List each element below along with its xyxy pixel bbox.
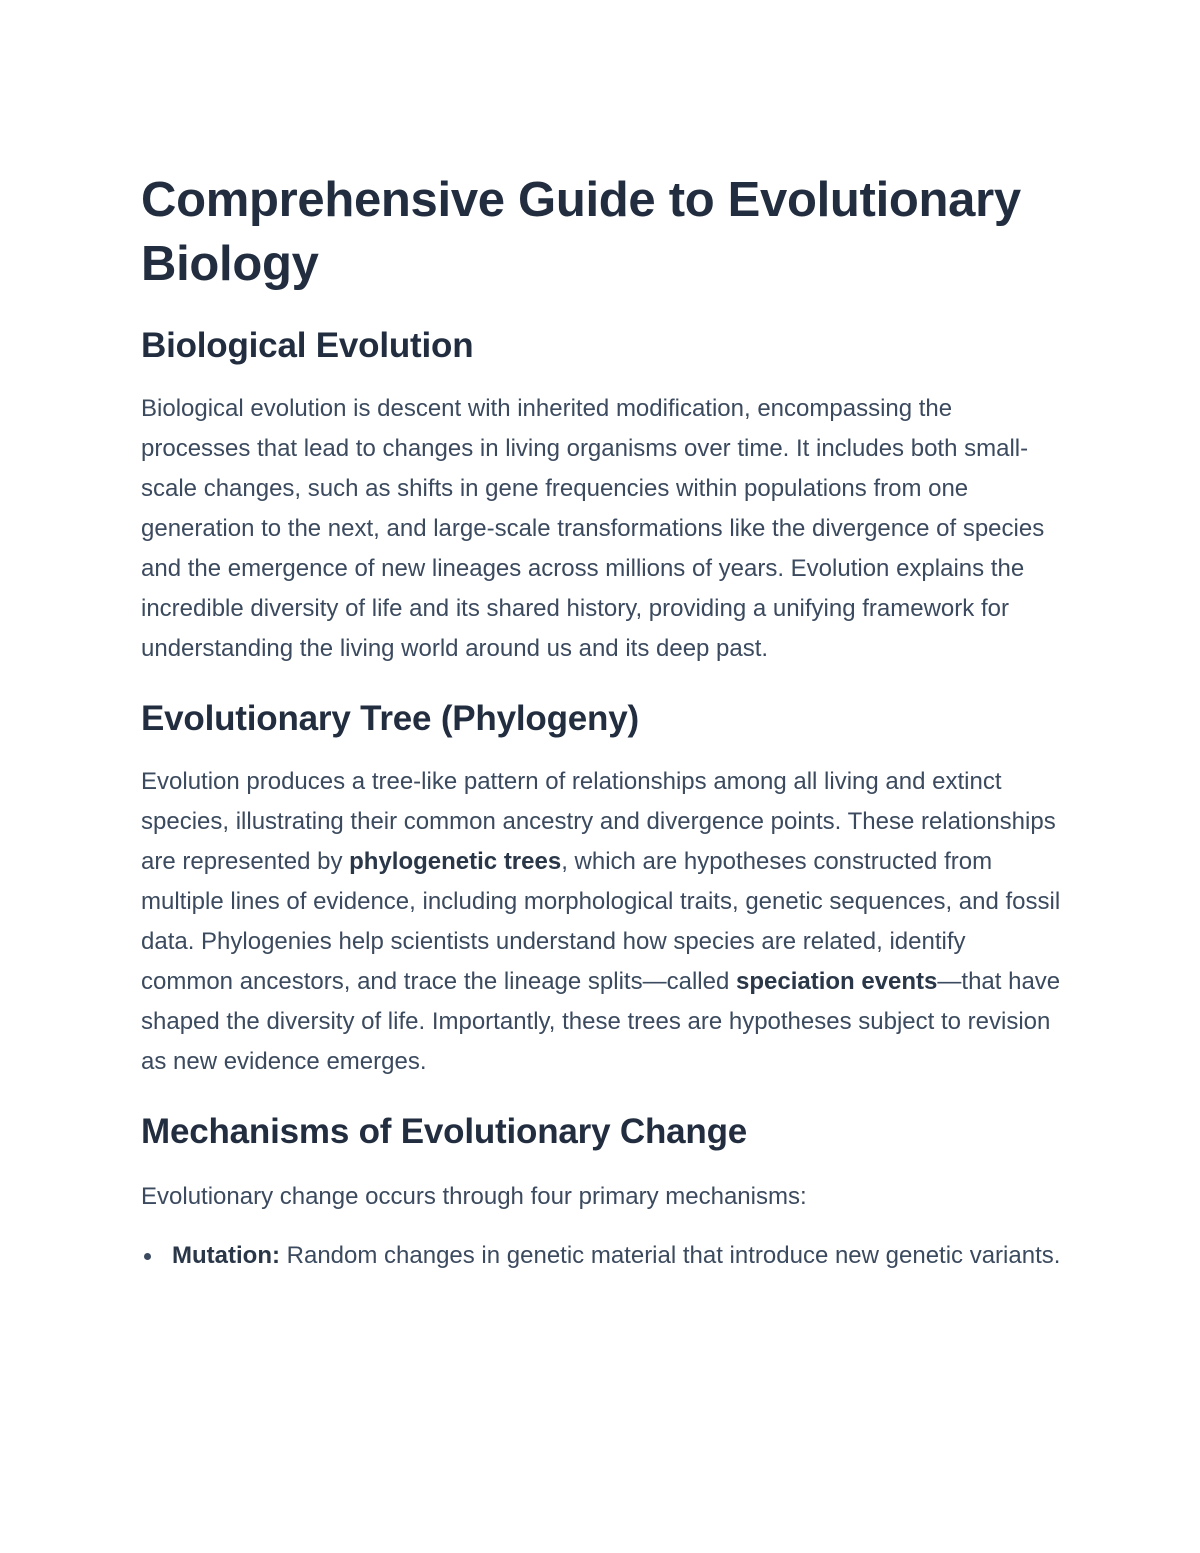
- bold-term-phylogenetic-trees: phylogenetic trees: [349, 848, 562, 875]
- section-paragraph-mechanisms: Evolutionary change occurs through four primary mechanisms:: [141, 1183, 807, 1210]
- page-title: Comprehensive Guide to Evolutionary Biology: [141, 173, 1021, 291]
- section-paragraph-biological-evolution: Biological evolution is descent with inherited modification, encompassing the processes that lead to changes in living organisms over time. It includes both small-scale changes, such as shifts in gene frequencies within populations from one generation to the next, and large-scale transformations like the divergence of species and the emergence of new lineages across millions of years. Evolution explains the incredible diversity of life and its shared history, providing a unifying framework for understanding the living world around us and its deep past.: [141, 395, 1045, 662]
- bullet-icon: [144, 1253, 151, 1260]
- list-item: [141, 1236, 1061, 1276]
- bold-term-speciation-events: speciation events: [735, 968, 938, 995]
- paragraph-text: , which are hypotheses constructed from multiple lines of evidence, including morphological traits, genetic sequences, and fossil data. Phylogenies help scientists understand how species are related, identify common ancestors, and trace the lineage splits—called: [141, 848, 1061, 995]
- list-item-text: Random changes in genetic material that introduce new genetic variants.: [279, 1242, 1061, 1269]
- document-page: [141, 150, 1061, 1276]
- list-item-term: Mutation:: [172, 1242, 280, 1269]
- mechanisms-list: [141, 1236, 1061, 1276]
- section-paragraph-evolutionary-tree: [141, 762, 1061, 1082]
- section-heading-mechanisms: Mechanisms of Evolutionary Change: [141, 1112, 748, 1151]
- section-heading-evolutionary-tree: Evolutionary Tree (Phylogeny): [141, 699, 639, 738]
- paragraph-text: Evolution produces a tree-like pattern of relationships among all living and extinct species, illustrating their common ancestry and divergence points. These relationships are represented by: [141, 768, 1056, 875]
- paragraph-text: —that have shaped the diversity of life. Importantly, these trees are hypotheses subject to revision as new evidence emerges.: [141, 968, 1061, 1075]
- section-heading-biological-evolution: Biological Evolution: [141, 326, 474, 365]
